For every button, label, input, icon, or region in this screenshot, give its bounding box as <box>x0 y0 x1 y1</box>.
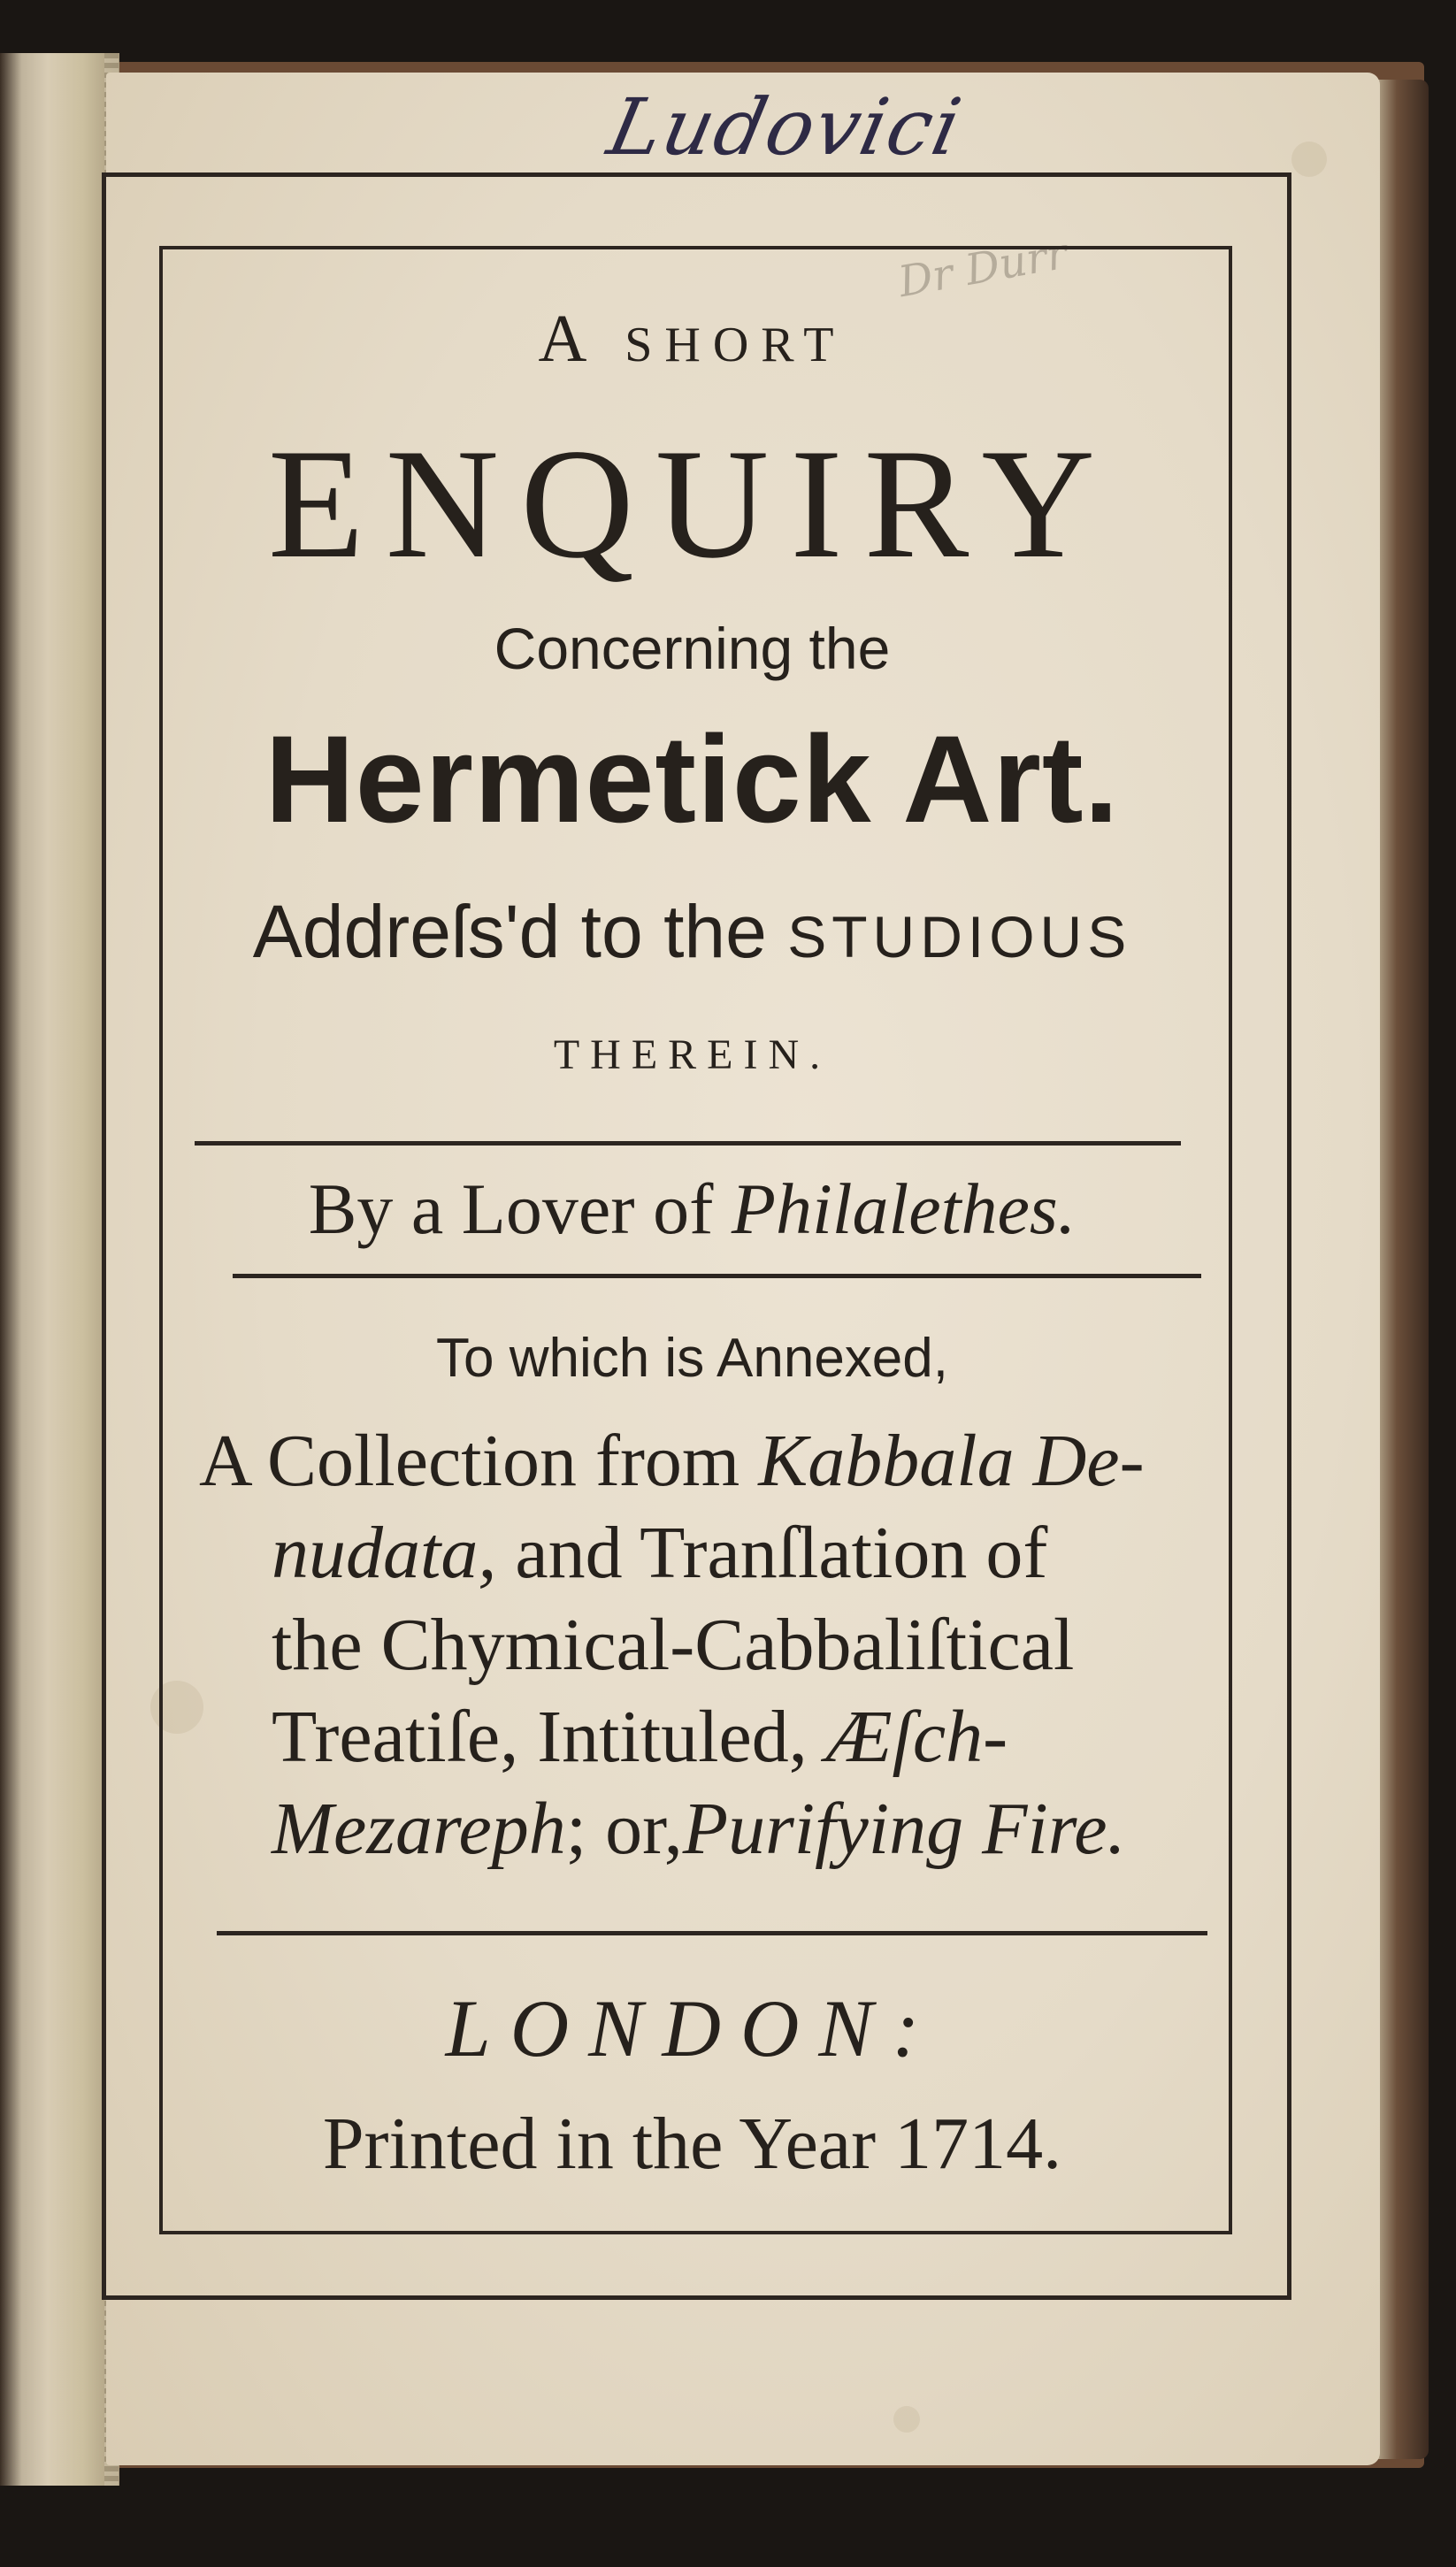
annex-text: Treatiſe, Intituled, <box>272 1696 808 1778</box>
annex-text: A Collection from <box>199 1420 740 1502</box>
title-hermetick-art: Hermetick Art. <box>264 709 1120 848</box>
author-philalethes: Philalethes. <box>731 1169 1077 1249</box>
annex-italic: Æſch- <box>825 1696 1008 1778</box>
annex-text: and Tranſlation of <box>496 1512 1048 1594</box>
title-therein: THEREIN. <box>553 1031 831 1078</box>
title-short-word: SHORT <box>625 318 847 372</box>
annex-italic: Mezareph <box>272 1788 566 1870</box>
imprint-date: Printed in the Year 1714. <box>322 2103 1062 2185</box>
title-addressed-text: Addreſs'd to the <box>252 890 767 973</box>
title-studious: STUDIOUS <box>787 904 1132 969</box>
title-enquiry: ENQUIRY <box>267 416 1117 591</box>
title-concerning: Concerning the <box>494 616 891 681</box>
annex-line-3: the Chymical-Cabbaliſtical <box>272 1604 1075 1686</box>
title-article: A <box>538 302 596 376</box>
faint-inscription: Dr Durr <box>894 228 1071 308</box>
page-fore-edge <box>1376 80 1429 2459</box>
horizontal-rule <box>233 1274 1201 1278</box>
annex-text: ; or, <box>565 1788 683 1870</box>
annex-line-4 <box>199 1691 1212 1783</box>
annex-description <box>199 1415 1212 1875</box>
horizontal-rule <box>217 1931 1207 1935</box>
imprint-city: LONDON: <box>445 1983 939 2073</box>
annex-italic: nudata, <box>272 1512 497 1594</box>
foxing-spot <box>893 2406 920 2433</box>
annex-line-1 <box>199 1415 1212 1507</box>
handwritten-signature: Ludovici <box>601 81 970 172</box>
annex-line-2 <box>199 1507 1212 1599</box>
annex-line-5 <box>199 1783 1212 1875</box>
title-line-a-short <box>177 301 1207 378</box>
title-addressed-line <box>177 889 1207 975</box>
foxing-spot <box>1291 142 1327 177</box>
author-prefix: By a Lover of <box>308 1169 714 1249</box>
annex-intro: To which is Annexed, <box>435 1328 948 1389</box>
horizontal-rule <box>195 1141 1181 1146</box>
annex-italic: Purifying Fire. <box>682 1788 1126 1870</box>
annex-italic: Kabbala De- <box>758 1420 1145 1502</box>
author-line <box>177 1168 1207 1251</box>
